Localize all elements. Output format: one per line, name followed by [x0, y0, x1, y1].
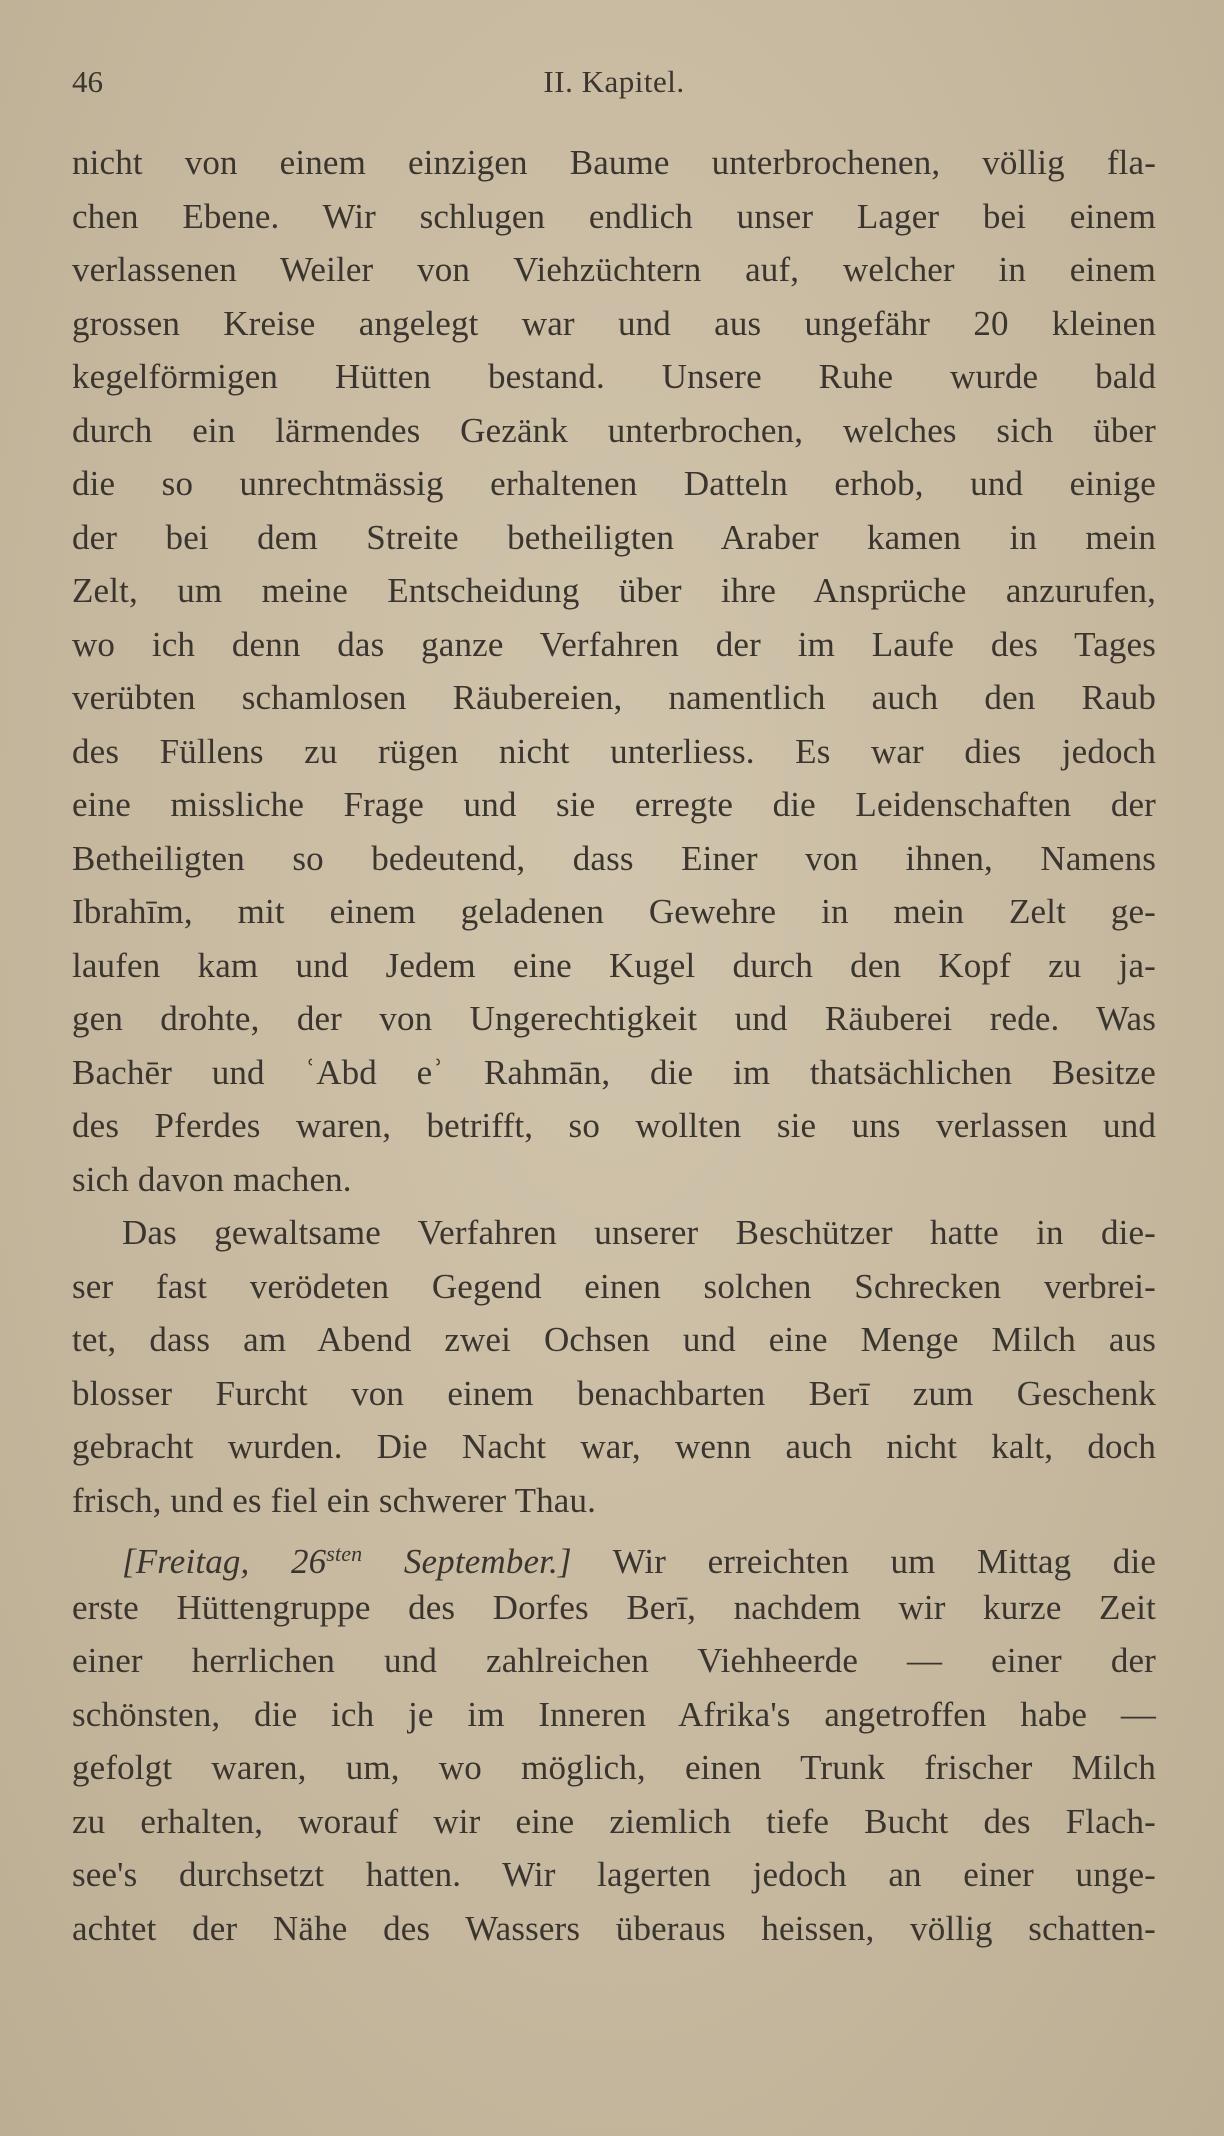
text-line: Bachēr und ʿAbd eʾ Rahmān, die im thatsächlichen Besitze [72, 1052, 1156, 1092]
text-line: wo ich denn das ganze Verfahren der im Laufe des Tages [72, 624, 1156, 664]
text-line: kegelförmigen Hütten bestand. Unsere Ruhe wurde bald [72, 357, 1156, 396]
text-line: Zelt, um meine Entscheidung über ihre Ansprüche anzurufen, [72, 571, 1156, 610]
text-line: Betheiligten so bedeutend, dass Einer von ihnen, Namens [72, 838, 1156, 878]
text-line: Ibrahīm, mit einem geladenen Gewehre in mein Zelt ge- [72, 892, 1156, 931]
text-line: des Füllens zu rügen nicht unterliess. Es war dies jedoch [72, 731, 1156, 771]
text-line: zu erhalten, worauf wir eine ziemlich tiefe Bucht des Flach- [72, 1801, 1156, 1841]
bracket-open: [ [122, 1542, 136, 1581]
text-line: blosser Furcht von einem benachbarten Berī zum Geschenk [72, 1373, 1156, 1413]
text-line: chen Ebene. Wir schlugen endlich unser Lager bei einem [72, 196, 1156, 236]
text-line: des Pferdes waren, betrifft, so wollten sie uns verlassen und [72, 1106, 1156, 1145]
text-line: grossen Kreise angelegt war und aus ungefähr 20 kleinen [72, 303, 1156, 343]
bracket-close: ] [557, 1542, 572, 1581]
text-line: eine missliche Frage und sie erregte die Leidenschaften der [72, 785, 1156, 824]
text-line: gefolgt waren, um, wo möglich, einen Trunk frischer Milch [72, 1748, 1156, 1787]
text-line: achtet der Nähe des Wassers überaus heissen, völlig schatten- [72, 1908, 1156, 1948]
text-line: gen drohte, der von Ungerechtigkeit und Räuberei rede. Was [72, 999, 1156, 1038]
entry-text: Wir erreichten um Mittag die [571, 1542, 1157, 1581]
text-line: durch ein lärmendes Gezänk unterbrochen, welches sich über [72, 410, 1156, 450]
text-line: gebracht wurden. Die Nacht war, wenn auch nicht kalt, doch [72, 1427, 1156, 1466]
dated-entry-line [72, 1527, 1156, 1581]
text-line: einer herrlichen und zahlreichen Viehheerde — einer der [72, 1641, 1156, 1680]
entry-month: September. [403, 1542, 558, 1581]
paragraph-start-line: Das gewaltsame Verfahren unserer Beschützer hatte in die- [122, 1213, 1156, 1252]
body-text [72, 136, 1156, 1955]
text-line: ser fast verödeten Gegend einen solchen Schrecken verbrei- [72, 1266, 1156, 1306]
page-header [72, 60, 1156, 104]
text-line: nicht von einem einzigen Baume unterbrochenen, völlig fla- [72, 143, 1156, 182]
text-line: erste Hüttengruppe des Dorfes Berī, nachdem wir kurze Zeit [72, 1587, 1156, 1627]
text-line: die so unrechtmässig erhaltenen Datteln erhob, und einige [72, 464, 1156, 503]
text-line: verübten schamlosen Räubereien, namentlich auch den Raub [72, 678, 1156, 717]
entry-date-number: 26 [290, 1542, 327, 1581]
entry-date-suffix: sten [326, 1541, 363, 1566]
text-line: tet, dass am Abend zwei Ochsen und eine Menge Milch aus [72, 1320, 1156, 1359]
text-line: laufen kam und Jedem eine Kugel durch den Kopf zu ja- [72, 945, 1156, 985]
text-line: see's durchsetzt hatten. Wir lagerten jedoch an einer unge- [72, 1855, 1156, 1894]
page-number: 46 [72, 64, 103, 99]
text-line: schönsten, die ich je im Inneren Afrika's angetroffen habe — [72, 1694, 1156, 1734]
running-head: II. Kapitel. [543, 64, 685, 99]
text-line: der bei dem Streite betheiligten Araber kamen in mein [72, 517, 1156, 557]
entry-day: Freitag, [135, 1542, 250, 1581]
paragraph-end-line: frisch, und es fiel ein schwerer Thau. [72, 1480, 597, 1520]
text-line: verlassenen Weiler von Viehzüchtern auf, welcher in einem [72, 250, 1156, 289]
paragraph-end-line: sich davon machen. [72, 1159, 352, 1199]
